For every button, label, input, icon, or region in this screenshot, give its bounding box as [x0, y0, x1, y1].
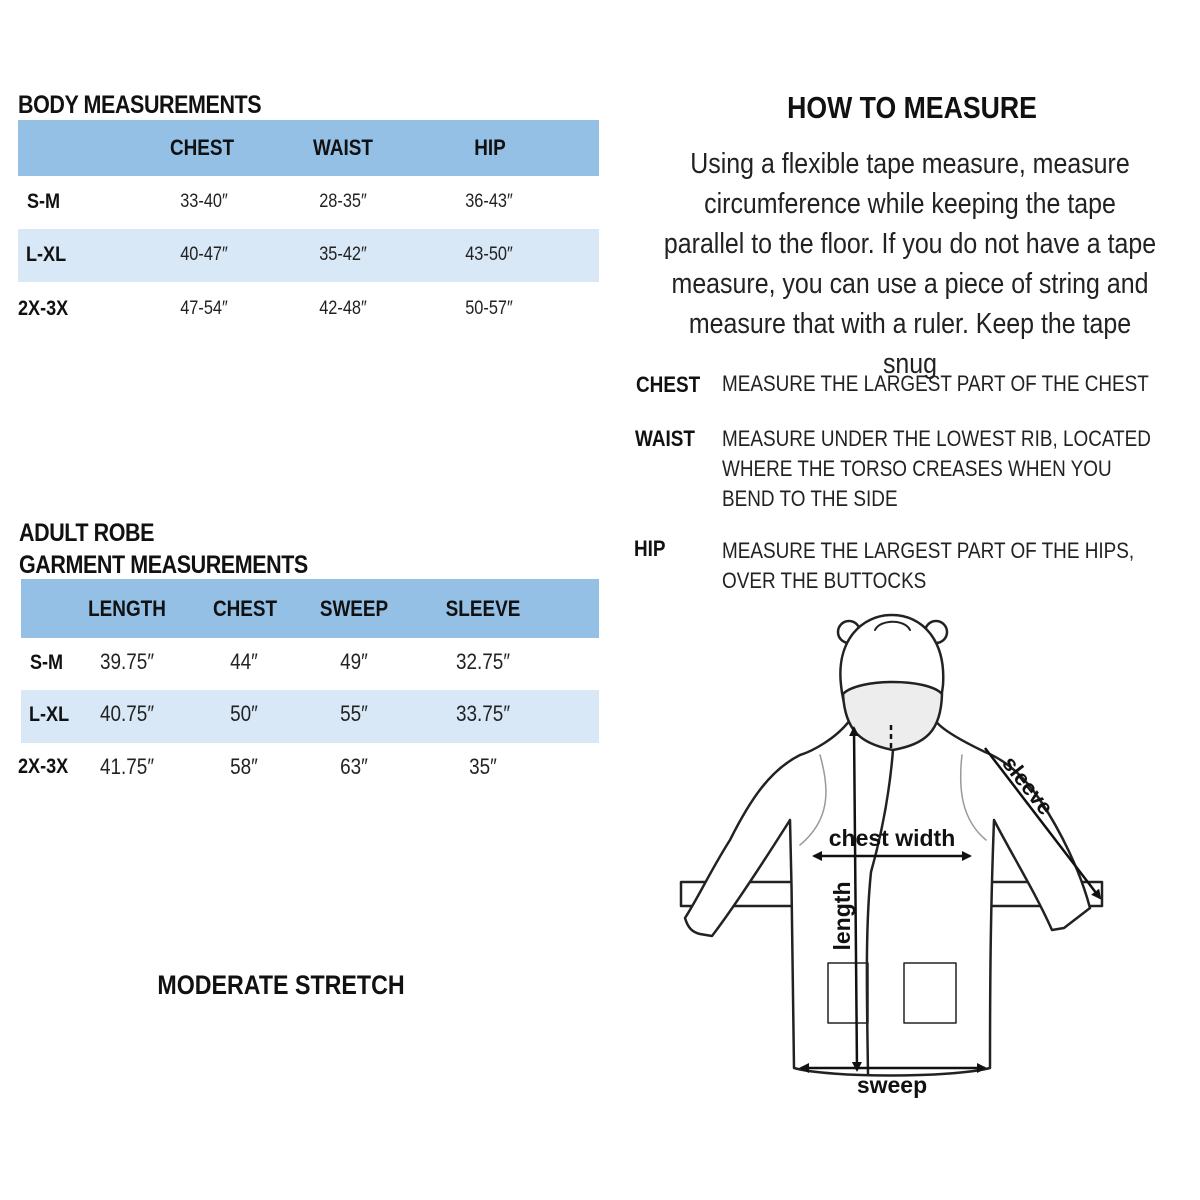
how-to-measure-title: HOW TO MEASURE — [787, 90, 1037, 125]
garment-col-length: LENGTH — [88, 596, 166, 621]
body-measurements-title: BODY MEASUREMENTS — [18, 91, 262, 119]
body-col-chest: CHEST — [169, 135, 235, 160]
term-hip: HIP — [634, 536, 666, 561]
table-cell: 55″ — [340, 701, 368, 726]
chest-width-label: chest width — [828, 825, 956, 851]
table-cell: 28-35″ — [319, 191, 367, 212]
table-cell: 39.75″ — [99, 649, 155, 674]
term-chest: CHEST — [636, 372, 701, 397]
sweep-label: sweep — [856, 1072, 928, 1098]
table-cell: 32.75″ — [455, 649, 511, 674]
row-size-label: L-XL — [26, 243, 67, 266]
body-table-header — [18, 120, 599, 176]
body-col-waist: WAIST — [313, 135, 373, 160]
table-cell: 43-50″ — [465, 244, 513, 265]
row-size-label: 2X-3X — [18, 297, 69, 320]
table-cell: 49″ — [340, 649, 368, 674]
how-to-measure-intro: Using a flexible tape measure, measure circumference while keeping the tape parallel to the floor. If you do not have a tape measure, you can use a piece of string and measure that with a ruler. Keep the tape snug — [663, 148, 1157, 380]
stretch-note: MODERATE STRETCH — [157, 970, 405, 1000]
garment-col-chest: CHEST — [212, 596, 278, 621]
table-row — [0, 743, 599, 795]
garment-table-header — [21, 579, 599, 638]
table-row — [21, 690, 599, 743]
table-cell: 33.75″ — [455, 701, 511, 726]
table-cell: 42-48″ — [319, 298, 367, 319]
row-size-label: 2X-3X — [18, 755, 69, 778]
table-cell: 44″ — [230, 649, 258, 674]
table-cell: 63″ — [340, 754, 368, 779]
garment-title-line2: GARMENT MEASUREMENTS — [19, 551, 308, 579]
table-cell: 47-54″ — [180, 298, 228, 319]
table-cell: 50-57″ — [465, 298, 513, 319]
table-cell: 40.75″ — [99, 701, 155, 726]
table-row — [0, 638, 599, 690]
desc-waist: MEASURE UNDER THE LOWEST RIB, LOCATED WHERE THE TORSO CREASES WHEN YOU BEND TO THE SIDE — [722, 426, 1151, 511]
table-cell: 41.75″ — [99, 754, 155, 779]
body-col-hip: HIP — [474, 135, 506, 160]
sleeve-label: sleeve — [997, 751, 1059, 820]
table-cell: 58″ — [230, 754, 258, 779]
term-waist: WAIST — [635, 426, 695, 451]
row-size-label: S-M — [30, 651, 64, 674]
row-size-label: L-XL — [29, 703, 70, 726]
garment-title-line1: ADULT ROBE — [19, 519, 155, 547]
garment-measurements-table — [0, 579, 599, 795]
body-measurements-table — [18, 120, 599, 335]
table-row — [18, 176, 599, 229]
table-cell: 40-47″ — [180, 244, 228, 265]
table-row — [18, 282, 599, 335]
table-cell: 50″ — [230, 701, 258, 726]
table-cell: 35″ — [469, 754, 497, 779]
desc-hip: MEASURE THE LARGEST PART OF THE HIPS, OVER THE BUTTOCKS — [722, 538, 1135, 593]
desc-chest: MEASURE THE LARGEST PART OF THE CHEST — [722, 371, 1149, 396]
row-size-label: S-M — [27, 190, 61, 213]
robe-diagram — [670, 605, 1120, 1110]
table-row — [18, 229, 599, 282]
table-cell: 35-42″ — [319, 244, 367, 265]
table-cell: 33-40″ — [180, 191, 228, 212]
garment-col-sweep: SWEEP — [319, 596, 389, 621]
garment-col-sleeve: SLEEVE — [445, 596, 521, 621]
length-label: length — [829, 881, 855, 951]
table-cell: 36-43″ — [465, 191, 513, 212]
